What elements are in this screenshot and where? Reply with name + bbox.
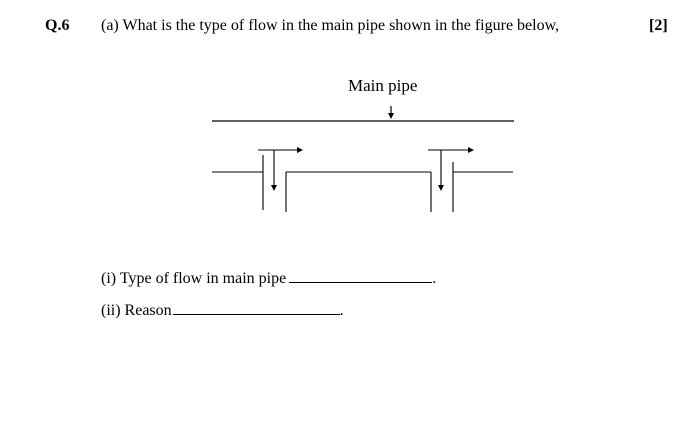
- right-branch: [428, 147, 513, 212]
- question-marks: [2]: [649, 17, 668, 34]
- left-branch: [212, 147, 303, 212]
- answer-type-of-flow-blank[interactable]: [289, 268, 432, 283]
- answer-reason-end: .: [339, 302, 344, 319]
- answer-reason: [101, 300, 344, 320]
- question-text: (a) What is the type of flow in the main pipe shown in the figure below,: [101, 17, 560, 34]
- answer-type-of-flow: [101, 268, 436, 288]
- answer-type-of-flow-end: .: [432, 270, 437, 287]
- main-pipe-label: Main pipe: [348, 76, 418, 95]
- answer-type-of-flow-label: (i) Type of flow in main pipe: [101, 270, 287, 287]
- answer-reason-label: (ii) Reason: [101, 302, 172, 319]
- question-number: Q.6: [45, 17, 70, 34]
- answer-reason-blank[interactable]: [173, 300, 340, 315]
- flow-arrow-down: [388, 106, 394, 119]
